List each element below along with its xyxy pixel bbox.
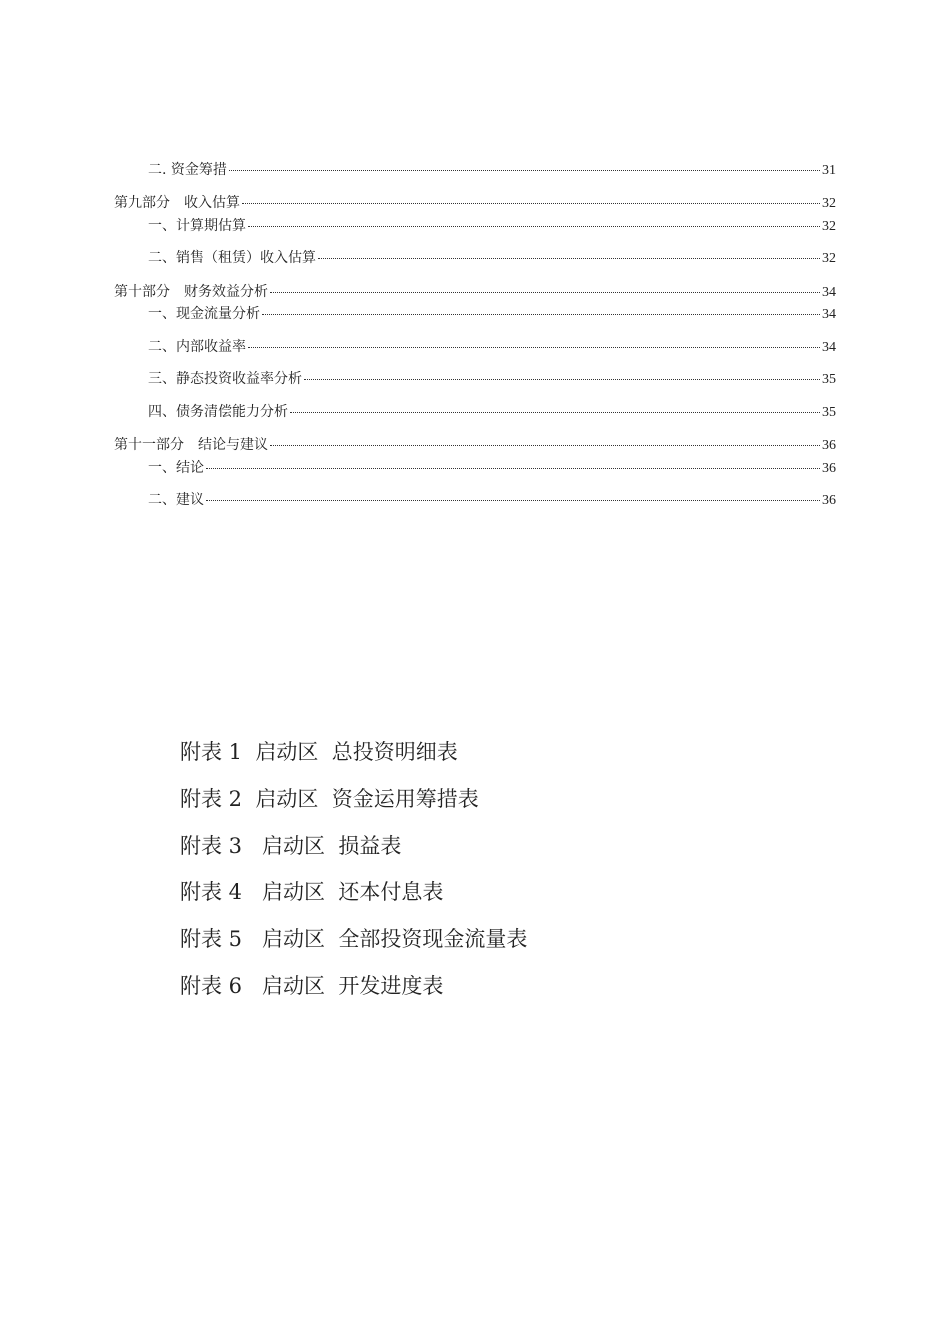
toc-entry[interactable] (148, 369, 836, 389)
appendix-item: 附表 4 启动区 还本付息表 (180, 880, 444, 904)
toc-leader-dots (290, 412, 820, 413)
toc-entry-title: 二、建议 (148, 492, 204, 508)
toc-entry[interactable] (148, 337, 836, 357)
toc-entry[interactable] (148, 160, 836, 180)
appendix-item: 附表 1 启动区 总投资明细表 (180, 740, 458, 764)
toc-entry-title: 一、现金流量分析 (148, 306, 260, 322)
toc-entry[interactable] (148, 402, 836, 422)
toc-entry[interactable] (148, 458, 836, 478)
appendix-item: 附表 2 启动区 资金运用筹措表 (180, 787, 479, 811)
toc-entry[interactable] (148, 304, 836, 324)
toc-leader-dots (248, 226, 820, 227)
toc-entry-page: 36 (822, 438, 836, 453)
toc-leader-dots (229, 170, 820, 171)
toc-entry-title: 一、计算期估算 (148, 218, 246, 234)
appendix-item: 附表 6 启动区 开发进度表 (180, 974, 444, 998)
toc-entry-title: 二、销售（租赁）收入估算 (148, 250, 316, 266)
toc-entry[interactable] (148, 216, 836, 236)
toc-entry-title: 二. 资金筹措 (148, 162, 227, 178)
toc-entry-title: 二、内部收益率 (148, 339, 246, 355)
table-of-contents (0, 0, 950, 520)
toc-entry-title: 第十一部分 结论与建议 (114, 437, 268, 453)
toc-leader-dots (304, 379, 820, 380)
toc-leader-dots (270, 292, 820, 293)
toc-entry-page: 36 (822, 493, 836, 508)
toc-entry[interactable] (148, 490, 836, 510)
toc-entry-page: 34 (822, 307, 836, 322)
toc-leader-dots (270, 445, 820, 446)
toc-entry-title: 第九部分 收入估算 (114, 195, 240, 211)
toc-leader-dots (318, 258, 820, 259)
toc-entry-page: 31 (822, 163, 836, 178)
toc-entry[interactable] (114, 193, 836, 213)
toc-leader-dots (206, 468, 820, 469)
toc-entry[interactable] (114, 435, 836, 455)
toc-leader-dots (248, 347, 820, 348)
toc-leader-dots (206, 500, 820, 501)
toc-leader-dots (262, 314, 820, 315)
toc-entry-page: 35 (822, 405, 836, 420)
toc-entry-page: 32 (822, 251, 836, 266)
toc-entry-page: 34 (822, 285, 836, 300)
toc-entry-title: 四、债务清偿能力分析 (148, 404, 288, 420)
toc-entry[interactable] (114, 282, 836, 302)
toc-entry-title: 三、静态投资收益率分析 (148, 371, 302, 387)
toc-leader-dots (242, 203, 820, 204)
toc-entry-page: 35 (822, 372, 836, 387)
toc-entry-title: 第十部分 财务效益分析 (114, 284, 268, 300)
toc-entry-title: 一、结论 (148, 460, 204, 476)
toc-entry-page: 32 (822, 219, 836, 234)
appendix-item: 附表 3 启动区 损益表 (180, 834, 402, 858)
toc-entry-page: 32 (822, 196, 836, 211)
toc-entry-page: 34 (822, 340, 836, 355)
toc-entry[interactable] (148, 248, 836, 268)
toc-entry-page: 36 (822, 461, 836, 476)
appendix-item: 附表 5 启动区 全部投资现金流量表 (180, 927, 528, 951)
